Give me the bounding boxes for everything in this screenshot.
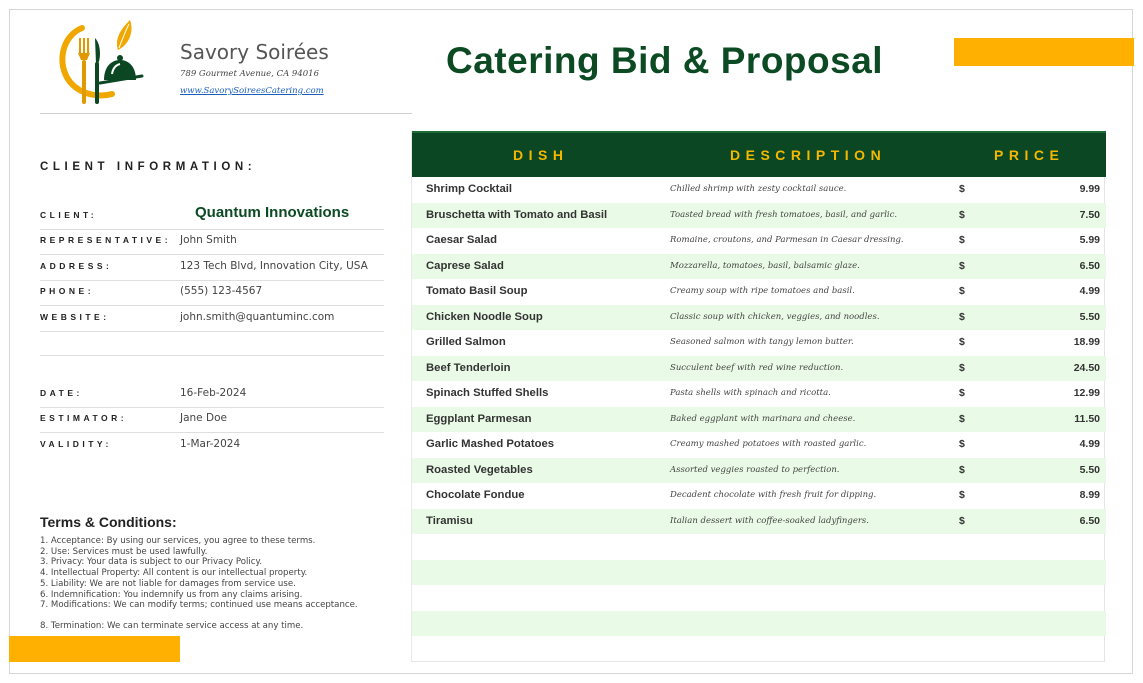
website-value: john.smith@quantuminc.com (180, 311, 335, 323)
dish-column-header: DISH (513, 147, 569, 163)
price-cell: 9.99 (1079, 183, 1100, 195)
dish-cell: Chocolate Fondue (426, 489, 525, 501)
price-cell: 24.50 (1073, 361, 1100, 374)
price-cell: 4.99 (1079, 438, 1100, 450)
currency-cell: $ (959, 412, 965, 425)
description-cell: Creamy mashed potatoes with roasted garlic. (670, 439, 867, 449)
currency-cell: $ (959, 387, 965, 399)
term-item: 2. Use: Services must be used lawfully. (40, 546, 208, 557)
dish-cell: Eggplant Parmesan (426, 412, 532, 425)
validity-value: 1-Mar-2024 (180, 438, 241, 450)
phone-value: (555) 123-4567 (180, 285, 263, 297)
dish-cell: Caesar Salad (426, 234, 497, 246)
client-row (40, 204, 384, 230)
representative-label: REPRESENTATIVE: (40, 235, 172, 245)
website-row (40, 306, 384, 332)
empty-table-row (412, 585, 1106, 611)
term-item: 4. Intellectual Property: All content is our intellectual property. (40, 568, 308, 579)
dish-cell: Shrimp Cocktail (426, 183, 513, 195)
price-cell: 4.99 (1079, 285, 1100, 297)
price-cell: 8.99 (1079, 489, 1100, 501)
website-label: WEBSITE: (40, 312, 110, 322)
price-cell: 12.99 (1073, 387, 1100, 399)
currency-cell: $ (959, 285, 965, 297)
address-value: 123 Tech Blvd, Innovation City, USA (180, 260, 368, 272)
dish-cell: Spinach Stuffed Shells (426, 387, 549, 399)
company-address: 789 Gourmet Avenue, CA 94016 (180, 69, 319, 79)
term-item: 6. Indemnification: You indemnify us from any claims arising. (40, 589, 303, 600)
empty-table-row (412, 534, 1106, 560)
client-value: Quantum Innovations (195, 204, 350, 221)
header-divider (40, 113, 412, 114)
price-cell: 5.99 (1079, 234, 1100, 246)
dish-cell: Tiramisu (426, 514, 473, 527)
table-row (412, 203, 1106, 229)
table-row (412, 381, 1106, 407)
table-row (412, 483, 1106, 509)
currency-cell: $ (959, 489, 965, 501)
phone-label: PHONE: (40, 286, 95, 296)
currency-cell: $ (959, 336, 965, 348)
description-cell: Mozzarella, tomatoes, basil, balsamic glaze. (670, 260, 860, 271)
price-cell: 6.50 (1079, 514, 1100, 527)
dish-cell: Garlic Mashed Potatoes (426, 438, 555, 450)
table-row (412, 356, 1106, 382)
table-row (412, 177, 1106, 203)
estimator-value: Jane Doe (180, 412, 227, 424)
section-divider (40, 355, 384, 356)
representative-value: John Smith (180, 234, 237, 246)
accent-bar-top (954, 38, 1134, 66)
price-column-header: PRICE (994, 147, 1065, 163)
currency-cell: $ (959, 463, 965, 476)
description-cell: Pasta shells with spinach and ricotta. (670, 388, 831, 398)
representative-row (40, 229, 384, 255)
dish-cell: Bruschetta with Tomato and Basil (426, 208, 608, 221)
client-info-heading: CLIENT INFORMATION: (40, 161, 257, 173)
empty-table-row (412, 560, 1106, 586)
price-cell: 6.50 (1079, 259, 1100, 272)
description-cell: Classic soup with chicken, veggies, and noodles. (670, 311, 880, 322)
term-item: 8. Termination: We can terminate service access at any time. (40, 620, 304, 631)
dish-cell: Beef Tenderloin (426, 361, 511, 374)
description-cell: Decadent chocolate with fresh fruit for dipping. (670, 490, 877, 500)
description-column-header: DESCRIPTION (730, 147, 887, 163)
fork-knife-cloche-leaf-logo (52, 16, 148, 108)
table-row (412, 509, 1106, 535)
empty-table-row (412, 611, 1106, 637)
description-cell: Italian dessert with coffee-soaked ladyfingers. (670, 515, 869, 526)
company-name: Savory Soirées (180, 40, 329, 64)
menu-table (411, 131, 1105, 662)
accent-bar-bottom (9, 636, 180, 662)
menu-table-header (412, 131, 1106, 177)
currency-cell: $ (959, 438, 965, 450)
table-row (412, 432, 1106, 458)
dish-cell: Grilled Salmon (426, 336, 506, 348)
table-row (412, 228, 1106, 254)
estimator-label: ESTIMATOR: (40, 413, 128, 423)
description-cell: Creamy soup with ripe tomatoes and basil. (670, 286, 855, 296)
description-cell: Assorted veggies roasted to perfection. (670, 464, 840, 475)
dish-cell: Tomato Basil Soup (426, 285, 528, 297)
address-label: ADDRESS: (40, 261, 113, 271)
price-cell: 5.50 (1079, 463, 1100, 476)
table-row (412, 305, 1106, 331)
description-cell: Chilled shrimp with zesty cocktail sauce. (670, 184, 847, 194)
client-label: CLIENT: (40, 210, 98, 220)
description-cell: Seasoned salmon with tangy lemon butter. (670, 337, 854, 347)
term-item: 3. Privacy: Your data is subject to our Privacy Policy. (40, 557, 263, 568)
company-website-link[interactable]: www.SavorySoireesCatering.com (180, 86, 324, 96)
estimator-row (40, 407, 384, 433)
date-row (40, 382, 384, 408)
table-row (412, 254, 1106, 280)
description-cell: Romaine, croutons, and Parmesan in Caesar dressing. (670, 235, 904, 245)
validity-label: VALIDITY: (40, 439, 112, 449)
table-row (412, 330, 1106, 356)
currency-cell: $ (959, 183, 965, 195)
price-cell: 11.50 (1074, 412, 1100, 425)
terms-list (40, 536, 400, 632)
dish-cell: Chicken Noodle Soup (426, 310, 543, 323)
price-cell: 7.50 (1079, 208, 1100, 221)
description-cell: Toasted bread with fresh tomatoes, basil, and garlic. (670, 209, 898, 220)
currency-cell: $ (959, 259, 965, 272)
empty-table-row (412, 636, 1106, 662)
term-item: 1. Acceptance: By using our services, you agree to these terms. (40, 536, 316, 546)
currency-cell: $ (959, 208, 965, 221)
table-row (412, 407, 1106, 433)
validity-row (40, 433, 384, 458)
phone-row (40, 280, 384, 306)
address-row (40, 255, 384, 281)
description-cell: Baked eggplant with marinara and cheese. (670, 413, 856, 424)
currency-cell: $ (959, 361, 965, 374)
term-item: 5. Liability: We are not liable for damages from service use. (40, 578, 296, 589)
date-value: 16-Feb-2024 (180, 387, 247, 399)
table-row (412, 279, 1106, 305)
price-cell: 18.99 (1073, 336, 1100, 348)
price-cell: 5.50 (1079, 310, 1100, 323)
dish-cell: Roasted Vegetables (426, 463, 533, 476)
description-cell: Succulent beef with red wine reduction. (670, 362, 844, 373)
term-item: 7. Modifications: We can modify terms; continued use means acceptance. (40, 600, 358, 611)
table-row (412, 458, 1106, 484)
currency-cell: $ (959, 234, 965, 246)
date-label: DATE: (40, 388, 83, 398)
dish-cell: Caprese Salad (426, 259, 504, 272)
terms-heading: Terms & Conditions: (40, 514, 177, 530)
document-title: Catering Bid & Proposal (446, 40, 884, 81)
currency-cell: $ (959, 310, 965, 323)
currency-cell: $ (959, 514, 965, 527)
